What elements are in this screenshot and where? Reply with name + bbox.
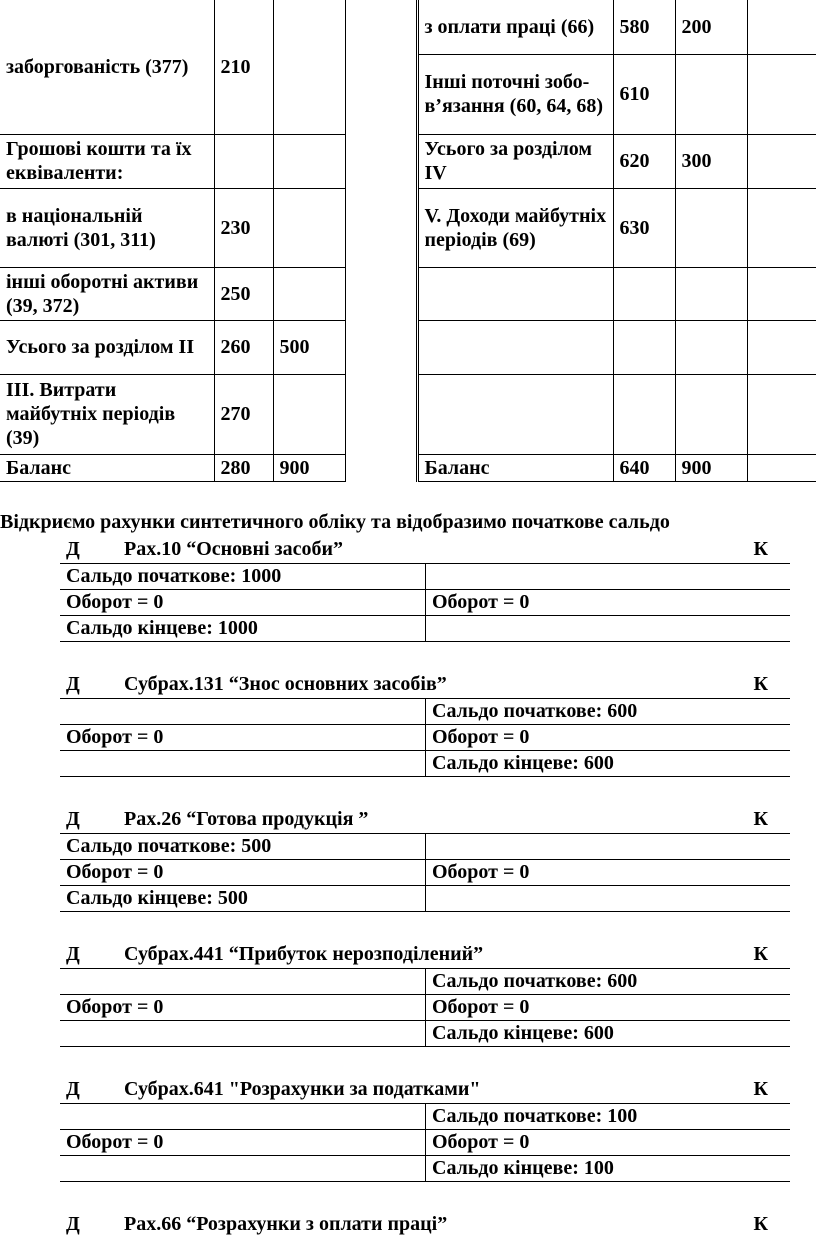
balance-table [0, 0, 816, 482]
asset-start [273, 0, 345, 134]
asset-code [214, 134, 273, 188]
account-table [60, 968, 790, 1047]
liability-name: V. Доходи майбутніх періодів (69) [417, 188, 613, 267]
t-account [60, 1077, 790, 1182]
account-row [60, 616, 790, 642]
debit-cell [60, 699, 426, 725]
account-header [60, 537, 790, 563]
account-header [60, 807, 790, 833]
asset-start [273, 188, 345, 267]
credit-cell [426, 564, 791, 590]
account-header [60, 672, 790, 698]
asset-name: в національній валюті (301, 311) [0, 188, 214, 267]
liability-end [747, 0, 816, 54]
account-title: Рах.10 “Основні засоби” [124, 538, 343, 560]
liability-code [613, 374, 675, 454]
liability-name: з оплати праці (66) [417, 0, 613, 54]
account-row [60, 860, 790, 886]
debit-cell [60, 1104, 426, 1130]
liability-start [675, 320, 747, 374]
liability-name: Усього за розділом IV [417, 134, 613, 188]
credit-cell [426, 616, 791, 642]
balance-row [0, 374, 816, 454]
account-title: Субрах.641 "Розрахунки за податками" [124, 1078, 481, 1100]
account-header [60, 942, 790, 968]
credit-cell: Сальдо кінцеве: 600 [426, 1021, 791, 1047]
debit-label: Д [66, 943, 80, 965]
liability-end [747, 454, 816, 481]
liability-start: 300 [675, 134, 747, 188]
asset-end [345, 374, 417, 454]
debit-cell: Сальдо кінцеве: 500 [60, 886, 426, 912]
debit-cell: Оборот = 0 [60, 1130, 426, 1156]
account-row [60, 834, 790, 860]
asset-code: 260 [214, 320, 273, 374]
liability-start [675, 267, 747, 320]
liability-code: 640 [613, 454, 675, 481]
asset-name: інші оборотні активи (39, 372) [0, 267, 214, 320]
account-row [60, 725, 790, 751]
debit-label: Д [66, 808, 80, 830]
account-table [60, 698, 790, 777]
liability-code: 610 [613, 54, 675, 134]
asset-end [345, 267, 417, 320]
balance-row [0, 134, 816, 188]
debit-label: Д [66, 1213, 80, 1235]
asset-start [273, 267, 345, 320]
liability-name [417, 267, 613, 320]
t-account [60, 537, 790, 642]
credit-cell: Оборот = 0 [426, 995, 791, 1021]
liability-name [417, 320, 613, 374]
account-row [60, 1156, 790, 1182]
debit-cell [60, 751, 426, 777]
t-account [60, 1212, 790, 1238]
credit-cell: Оборот = 0 [426, 1130, 791, 1156]
account-row [60, 1130, 790, 1156]
liability-code: 580 [613, 0, 675, 54]
balance-row [0, 188, 816, 267]
account-row [60, 590, 790, 616]
account-table [60, 563, 790, 642]
asset-code: 230 [214, 188, 273, 267]
debit-label: Д [66, 1078, 80, 1100]
credit-cell [426, 886, 791, 912]
liability-end [747, 267, 816, 320]
asset-name: Грошові кошти та їх еквіваленти: [0, 134, 214, 188]
balance-row [0, 267, 816, 320]
asset-name: Баланс [0, 454, 214, 481]
account-header [60, 1077, 790, 1103]
credit-cell [426, 834, 791, 860]
debit-cell: Оборот = 0 [60, 995, 426, 1021]
account-row [60, 751, 790, 777]
liability-code [613, 320, 675, 374]
debit-cell: Сальдо кінцеве: 1000 [60, 616, 426, 642]
asset-end [345, 0, 417, 134]
debit-cell [60, 1156, 426, 1182]
account-row [60, 1104, 790, 1130]
t-account [60, 807, 790, 912]
credit-cell: Оборот = 0 [426, 590, 791, 616]
balance-row [0, 320, 816, 374]
intro-text: Відкриємо рахунки синтетичного обліку та відобразимо початкове сальдо [0, 511, 670, 533]
debit-label: Д [66, 673, 80, 695]
liability-end [747, 134, 816, 188]
liability-end [747, 188, 816, 267]
liability-start [675, 54, 747, 134]
credit-cell: Сальдо початкове: 600 [426, 699, 791, 725]
asset-start [273, 134, 345, 188]
account-row [60, 1021, 790, 1047]
account-title: Субрах.441 “Прибуток нерозподілений” [124, 943, 484, 965]
account-row [60, 886, 790, 912]
asset-code: 210 [214, 0, 273, 134]
asset-code: 250 [214, 267, 273, 320]
credit-cell: Сальдо початкове: 100 [426, 1104, 791, 1130]
account-title: Субрах.131 “Знос основних засобів” [124, 673, 447, 695]
account-title: Рах.66 “Розрахунки з оплати праці” [124, 1213, 448, 1235]
debit-cell: Сальдо початкове: 1000 [60, 564, 426, 590]
liability-end [747, 374, 816, 454]
liability-start: 200 [675, 0, 747, 54]
debit-cell [60, 1021, 426, 1047]
account-title: Рах.26 “Готова продукція ” [124, 808, 369, 830]
asset-name: ІІІ. Витрати майбутніх періодів (39) [0, 374, 214, 454]
asset-code: 270 [214, 374, 273, 454]
liability-code: 620 [613, 134, 675, 188]
credit-label: К [753, 538, 768, 560]
account-table [60, 833, 790, 912]
asset-name: Усього за розділом ІІ [0, 320, 214, 374]
debit-cell: Оборот = 0 [60, 590, 426, 616]
t-account [60, 942, 790, 1047]
liability-name: Інші поточні зобо-в’язання (60, 64, 68) [417, 54, 613, 134]
liability-end [747, 54, 816, 134]
credit-cell: Сальдо кінцеве: 600 [426, 751, 791, 777]
asset-end [345, 320, 417, 374]
balance-row [0, 0, 816, 54]
asset-start: 500 [273, 320, 345, 374]
liability-end [747, 320, 816, 374]
credit-cell: Сальдо початкове: 600 [426, 969, 791, 995]
liability-name [417, 374, 613, 454]
liability-start [675, 188, 747, 267]
account-row [60, 564, 790, 590]
asset-name: заборгованість (377) [0, 0, 214, 134]
asset-end [345, 134, 417, 188]
credit-label: К [753, 673, 768, 695]
credit-cell: Сальдо кінцеве: 100 [426, 1156, 791, 1182]
credit-label: К [753, 1213, 768, 1235]
credit-label: К [753, 1078, 768, 1100]
liability-code [613, 267, 675, 320]
liability-code: 630 [613, 188, 675, 267]
credit-cell: Оборот = 0 [426, 860, 791, 886]
asset-end [345, 454, 417, 481]
account-header [60, 1212, 790, 1238]
asset-end [345, 188, 417, 267]
liability-start [675, 374, 747, 454]
asset-code: 280 [214, 454, 273, 481]
account-row [60, 699, 790, 725]
debit-cell: Оборот = 0 [60, 725, 426, 751]
account-table [60, 1103, 790, 1182]
debit-cell: Сальдо початкове: 500 [60, 834, 426, 860]
asset-start [273, 374, 345, 454]
credit-label: К [753, 943, 768, 965]
credit-label: К [753, 808, 768, 830]
liability-start: 900 [675, 454, 747, 481]
debit-cell [60, 969, 426, 995]
t-account [60, 672, 790, 777]
account-row [60, 969, 790, 995]
credit-cell: Оборот = 0 [426, 725, 791, 751]
balance-total-row [0, 454, 816, 481]
debit-cell: Оборот = 0 [60, 860, 426, 886]
liability-name: Баланс [417, 454, 613, 481]
account-row [60, 995, 790, 1021]
asset-start: 900 [273, 454, 345, 481]
debit-label: Д [66, 538, 80, 560]
